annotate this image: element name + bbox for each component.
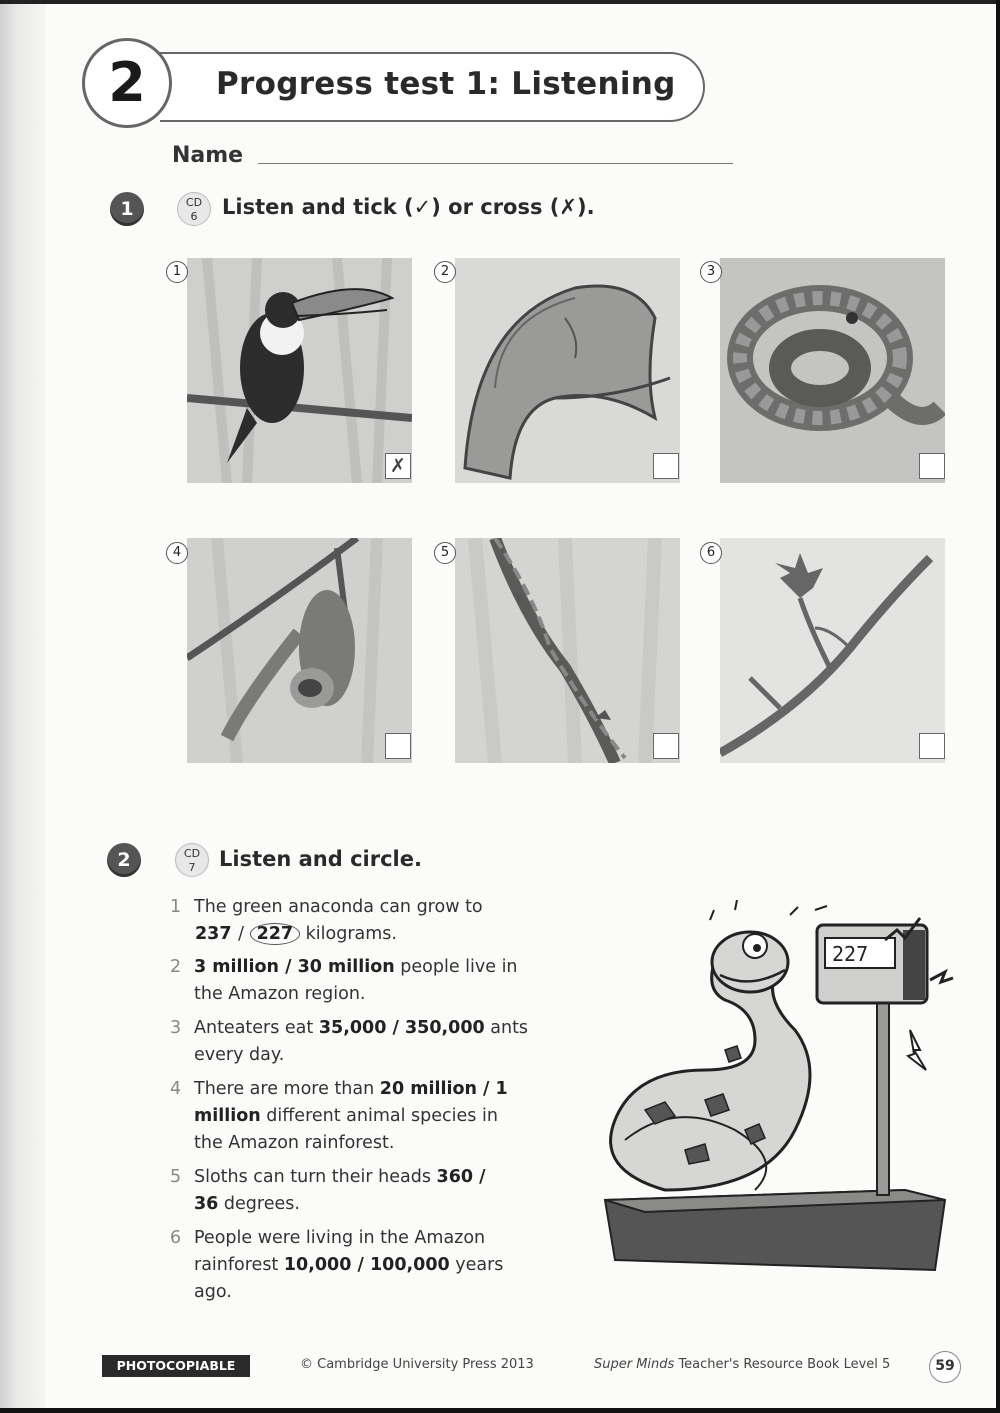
answer-box-6[interactable]: [919, 733, 945, 759]
answer-box-5[interactable]: [653, 733, 679, 759]
name-field[interactable]: [258, 163, 733, 164]
option-b[interactable]: 30 million: [297, 957, 395, 977]
snake-picture: [720, 258, 945, 483]
question-text-end: different animal species in the Amazon rainforest.: [194, 1106, 498, 1153]
unit-number: 2: [108, 51, 146, 114]
question-text-end: kilograms.: [300, 924, 397, 944]
question-text-end: years ago.: [194, 1255, 504, 1302]
name-label: Name: [172, 143, 244, 168]
question-3: [170, 1015, 530, 1069]
question-number: 3: [170, 1018, 182, 1038]
answer-box-2[interactable]: [653, 453, 679, 479]
scan-edge-right: [996, 0, 1000, 1413]
question-4: [170, 1076, 530, 1157]
picture-number-6: 6: [700, 542, 722, 564]
question-2: [170, 954, 530, 1008]
question-text-end: degrees.: [218, 1194, 300, 1214]
option-a[interactable]: 20 million: [379, 1079, 477, 1099]
picture-number-4: 4: [166, 542, 188, 564]
exercise-2-instruction: Listen and circle.: [219, 847, 422, 871]
series-name: Super Minds: [594, 1357, 675, 1372]
question-text-end: ants every day.: [194, 1018, 529, 1065]
picture-number-1: 1: [166, 261, 188, 283]
option-a[interactable]: 10,000: [283, 1255, 352, 1275]
page-title: Progress test 1: Listening: [216, 66, 676, 102]
cd-icon: [175, 843, 209, 877]
answer-box-3[interactable]: [919, 453, 945, 479]
question-number: 4: [170, 1079, 182, 1099]
option-a[interactable]: 237: [195, 924, 232, 944]
option-separator: /: [351, 1255, 370, 1275]
option-separator: /: [278, 957, 298, 977]
question-number: 5: [170, 1167, 182, 1187]
option-a[interactable]: 35,000: [318, 1018, 387, 1038]
question-text-end: people live in the Amazon region.: [194, 957, 518, 1004]
option-separator: /: [476, 1079, 496, 1099]
picture-number-2: 2: [434, 261, 456, 283]
question-text: Anteaters eat: [194, 1018, 314, 1038]
question-6: [170, 1225, 530, 1306]
scan-edge-bottom: [0, 1408, 1000, 1413]
option-a[interactable]: 360: [436, 1167, 474, 1187]
vine-picture: [455, 538, 680, 763]
anaconda-on-scales-illustration: [585, 900, 975, 1280]
book-title: [594, 1357, 890, 1372]
question-text: Sloths can turn their heads: [194, 1167, 431, 1187]
exercise-1-badge: 1: [110, 192, 144, 226]
question-text: The green anaconda can grow to: [194, 897, 483, 917]
option-separator: /: [232, 924, 250, 944]
exercise-2-badge: 2: [107, 843, 141, 877]
unit-number-badge: [82, 38, 172, 128]
page-gutter-shadow: [0, 0, 46, 1413]
exercise-1-instruction: Listen and tick (✓) or cross (✗).: [222, 195, 595, 219]
option-b[interactable]: 100,000: [369, 1255, 450, 1275]
scan-edge-top: [0, 0, 1000, 4]
toucan-picture: [187, 258, 412, 483]
sloth-picture: [187, 538, 412, 763]
beak-picture: [455, 258, 680, 483]
option-separator: /: [386, 1018, 405, 1038]
question-1: [170, 894, 530, 948]
question-number: 1: [170, 897, 182, 917]
answer-box-4[interactable]: [385, 733, 411, 759]
scale-readout: 227: [832, 942, 869, 966]
option-b[interactable]: 350,000: [404, 1018, 485, 1038]
option-a[interactable]: 3 million: [194, 957, 279, 977]
question-5: [170, 1164, 530, 1218]
question-text: There are more than: [194, 1079, 375, 1099]
question-number: 6: [170, 1228, 182, 1248]
cd-label: CD: [183, 847, 201, 860]
option-b[interactable]: 36: [194, 1194, 219, 1214]
photocopiable-label: PHOTOCOPIABLE: [102, 1355, 250, 1377]
picture-number-3: 3: [700, 261, 722, 283]
book-subtitle: Teacher's Resource Book Level 5: [674, 1357, 891, 1372]
cd-track-number: 7: [188, 861, 196, 874]
question-text: People were living in the Amazon rainforest: [194, 1228, 486, 1275]
cd-label: CD: [185, 196, 203, 209]
branch-picture: [720, 538, 945, 763]
copyright-notice: © Cambridge University Press 2013: [300, 1357, 534, 1372]
option-b[interactable]: 1 million: [194, 1079, 508, 1126]
question-number: 2: [170, 957, 182, 977]
cd-icon: [177, 192, 211, 226]
cd-track-number: 6: [190, 210, 198, 223]
page-number: 59: [929, 1351, 961, 1383]
picture-number-5: 5: [434, 542, 456, 564]
option-b-circled[interactable]: 227: [250, 923, 301, 945]
option-separator: /: [473, 1167, 486, 1187]
answer-box-1[interactable]: ✗: [385, 453, 411, 479]
